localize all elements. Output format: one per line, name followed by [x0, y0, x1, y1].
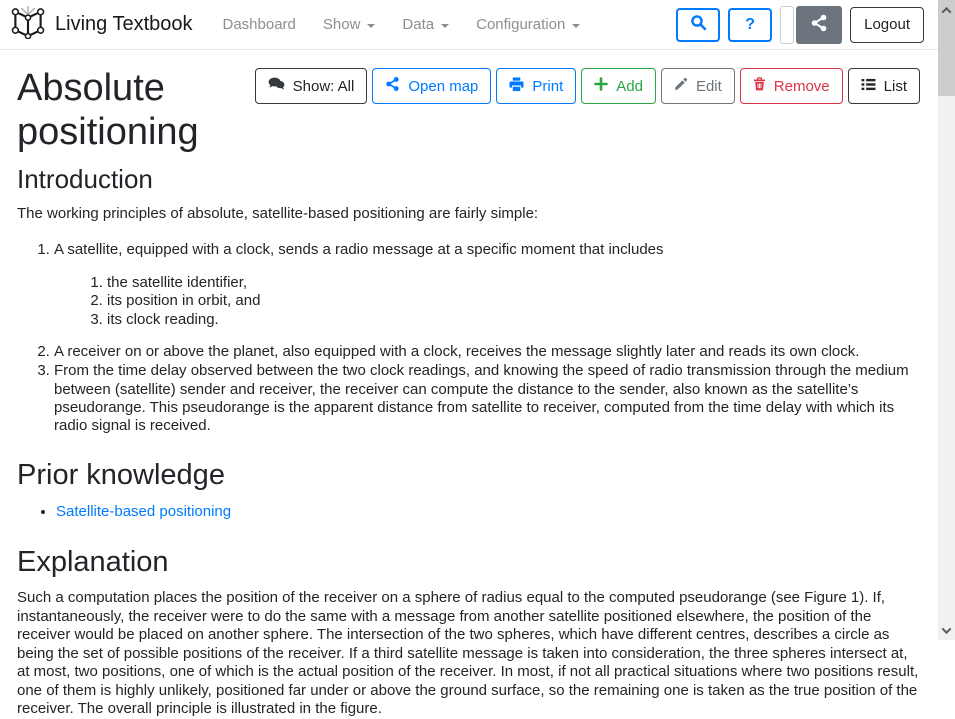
brand[interactable]: [10, 6, 193, 44]
nav-item-label: Configuration: [476, 16, 566, 33]
list-item: [54, 241, 920, 329]
print-button[interactable]: [496, 68, 576, 104]
pencil-icon: [674, 77, 688, 95]
chevron-down-icon: [942, 624, 952, 634]
main-scrollbar[interactable]: [938, 0, 955, 640]
nav-item-label: Dashboard: [222, 16, 296, 33]
show-all-button[interactable]: [255, 68, 368, 104]
list-item: [56, 502, 920, 522]
open-map-button[interactable]: [372, 68, 491, 104]
brand-title: Living Textbook: [55, 13, 193, 35]
plus-icon: [594, 77, 608, 95]
introduction-heading: Introduction: [17, 164, 153, 195]
explanation-heading: Explanation: [17, 545, 169, 578]
scrollbar-up-button[interactable]: [938, 2, 955, 18]
share-button-left-segment[interactable]: [780, 6, 794, 44]
open-map-label: Open map: [408, 77, 479, 95]
show-all-label: Show: All: [292, 77, 355, 95]
chevron-down-icon: [572, 24, 580, 28]
share-nodes-icon: [810, 14, 828, 35]
prior-knowledge-list: [17, 502, 920, 522]
list-item: 3. its clock reading.: [107, 311, 920, 329]
list-icon: [861, 78, 876, 95]
search-button[interactable]: [676, 8, 720, 42]
concept-page: [0, 50, 938, 719]
add-button[interactable]: [581, 68, 656, 104]
list-item: 2. A receiver on or above the planet, also equipped with a clock, receives the message slightly later and reads its own clock.: [54, 343, 920, 361]
nav-item-dashboard[interactable]: [223, 16, 296, 33]
trash-icon: [753, 77, 766, 95]
add-label: Add: [616, 77, 643, 95]
concept-toolbar: [255, 68, 920, 104]
share-button-group: [780, 6, 842, 44]
prior-knowledge-link[interactable]: Satellite-based positioning: [56, 503, 232, 521]
explanation-text: Such a computation places the position of the receiver on a sphere of radius equal to the computed pseudorange (see Figure 1). If, instantaneously, the receiver were to do the same with a message from another satellite positioned elsewhere, the position of the receiver would be placed on another sphere. The intersection of the two spheres, which have different centres, describes a circle as being the set of possible positions of the receiver. If a third satellite message is taken into consideration, the three spheres intersect at, at most, two positions, one of which is the actual position of the receiver. In most, if not all practical situations where two positions result, one of them is highly unlikely, positioned far under or above the ground surface, so the remaining one is taken as the true position of the receiver. The overall principle is illustrated in the figure.: [17, 588, 919, 718]
list-item: 2. its position in orbit, and: [107, 292, 920, 310]
remove-label: Remove: [773, 77, 830, 95]
list-item-text: A satellite, equipped with a clock, sends a radio message at a specific moment that includes: [54, 240, 664, 258]
list-button[interactable]: [848, 68, 920, 104]
list-label: List: [883, 77, 907, 95]
top-navbar: [0, 0, 938, 50]
nav-item-label: Data: [402, 16, 435, 33]
page-title: Absolute positioning: [17, 67, 199, 154]
introduction-text: The working principles of absolute, satellite-based positioning are fairly simple:: [17, 205, 539, 223]
nav-item-configuration[interactable]: [476, 16, 580, 33]
question-mark-icon: ?: [745, 15, 755, 33]
prior-knowledge-heading: Prior knowledge: [17, 459, 225, 492]
navbar-actions: [676, 6, 924, 44]
list-item: 3. From the time delay observed between the two clock readings, and knowing the speed of radio transmission through the medium between (satellite) sender and receiver, the receiver can compute the distance to the sender, also known as the satellite’s pseudorange. This pseudorange is the apparent distance from satellite to receiver, computed from the time delay with which its radio signal is received.: [54, 362, 920, 435]
remove-button[interactable]: [740, 68, 843, 104]
nav-item-data[interactable]: [402, 16, 449, 33]
logout-button[interactable]: Logout: [850, 7, 924, 43]
comments-icon: [268, 77, 285, 95]
chevron-down-icon: [367, 24, 375, 28]
edit-label: Edit: [695, 77, 722, 95]
living-textbook-logo-icon: [10, 6, 46, 44]
search-icon: [690, 14, 707, 36]
print-label: Print: [532, 77, 564, 95]
printer-icon: [509, 77, 524, 96]
page-header: [17, 66, 920, 154]
chevron-down-icon: [441, 24, 449, 28]
share-nodes-icon: [385, 76, 400, 96]
nav-item-show[interactable]: [323, 16, 376, 33]
share-button[interactable]: [796, 6, 842, 44]
message-contents-list: [54, 274, 920, 329]
nav-item-label: Show: [322, 16, 361, 33]
list-item: 1. the satellite identifier,: [107, 274, 920, 292]
edit-button[interactable]: [661, 68, 735, 104]
chevron-up-icon: [942, 6, 952, 16]
nav-links: [223, 16, 581, 33]
scrollbar-down-button[interactable]: [938, 622, 955, 638]
help-button[interactable]: [728, 8, 772, 42]
working-principles-list: [17, 241, 920, 436]
